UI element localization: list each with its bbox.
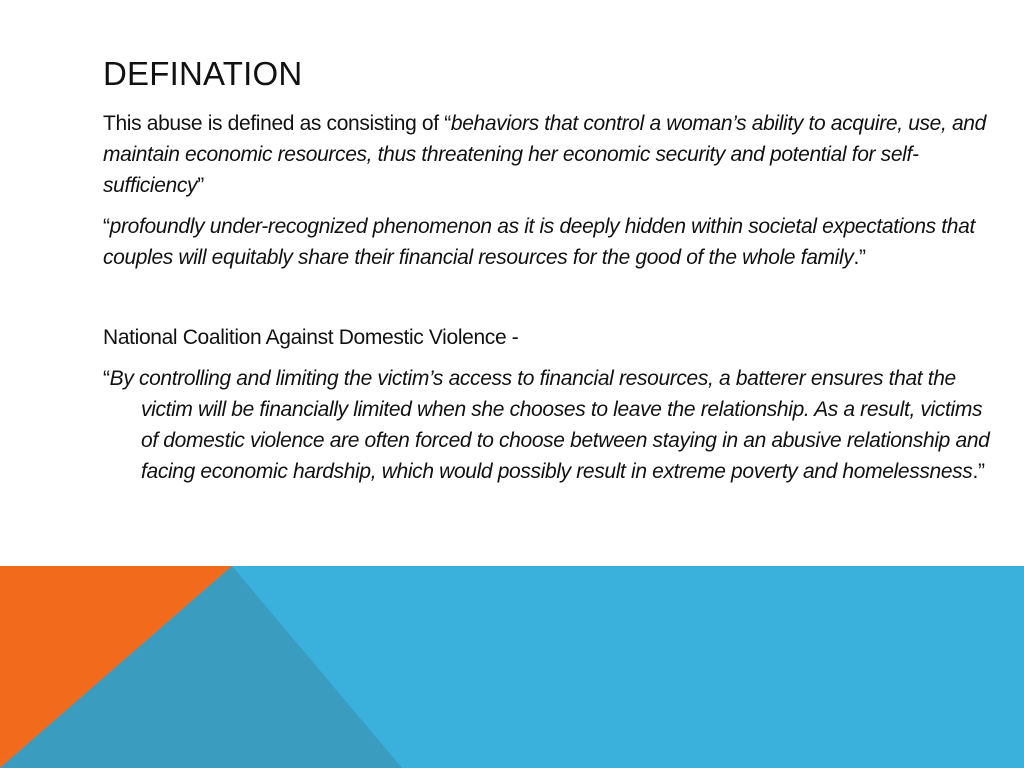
- close-quote: ”: [197, 174, 204, 197]
- coalition-quote-paragraph: [103, 363, 993, 487]
- open-quote: “: [103, 215, 110, 238]
- decorative-bottom-band: [0, 566, 1024, 768]
- close-quote: .”: [972, 460, 985, 483]
- definition-lead: This abuse is defined as consisting of: [103, 112, 445, 135]
- phenomenon-paragraph: [103, 211, 993, 273]
- definition-quote: behaviors that control a woman’s ability to acquire, use, and maintain economic resources, thus threatening her economic security and potential for self-sufficiency: [103, 112, 986, 197]
- open-quote: “: [444, 112, 451, 135]
- coalition-quote: By controlling and limiting the victim’s access to financial resources, a batterer ensures that the victim will be financially limited when she chooses to leave the relationship. As a result, victims of domestic violence are often forced to choose between staying in an abusive relationship and facing economic hardship, which would possibly result in extreme poverty and homelessness: [109, 367, 990, 483]
- source-attribution: National Coalition Against Domestic Violence -: [103, 326, 519, 349]
- close-quote: .”: [853, 246, 866, 269]
- phenomenon-quote: profoundly under-recognized phenomenon as it is deeply hidden within societal expectations that couples will equitably share their financial resources for the good of the whole family: [103, 215, 975, 269]
- slide-content: [103, 52, 993, 487]
- slide-title: DEFINATION: [103, 55, 303, 92]
- open-quote: “: [103, 367, 110, 390]
- definition-paragraph: [103, 108, 993, 201]
